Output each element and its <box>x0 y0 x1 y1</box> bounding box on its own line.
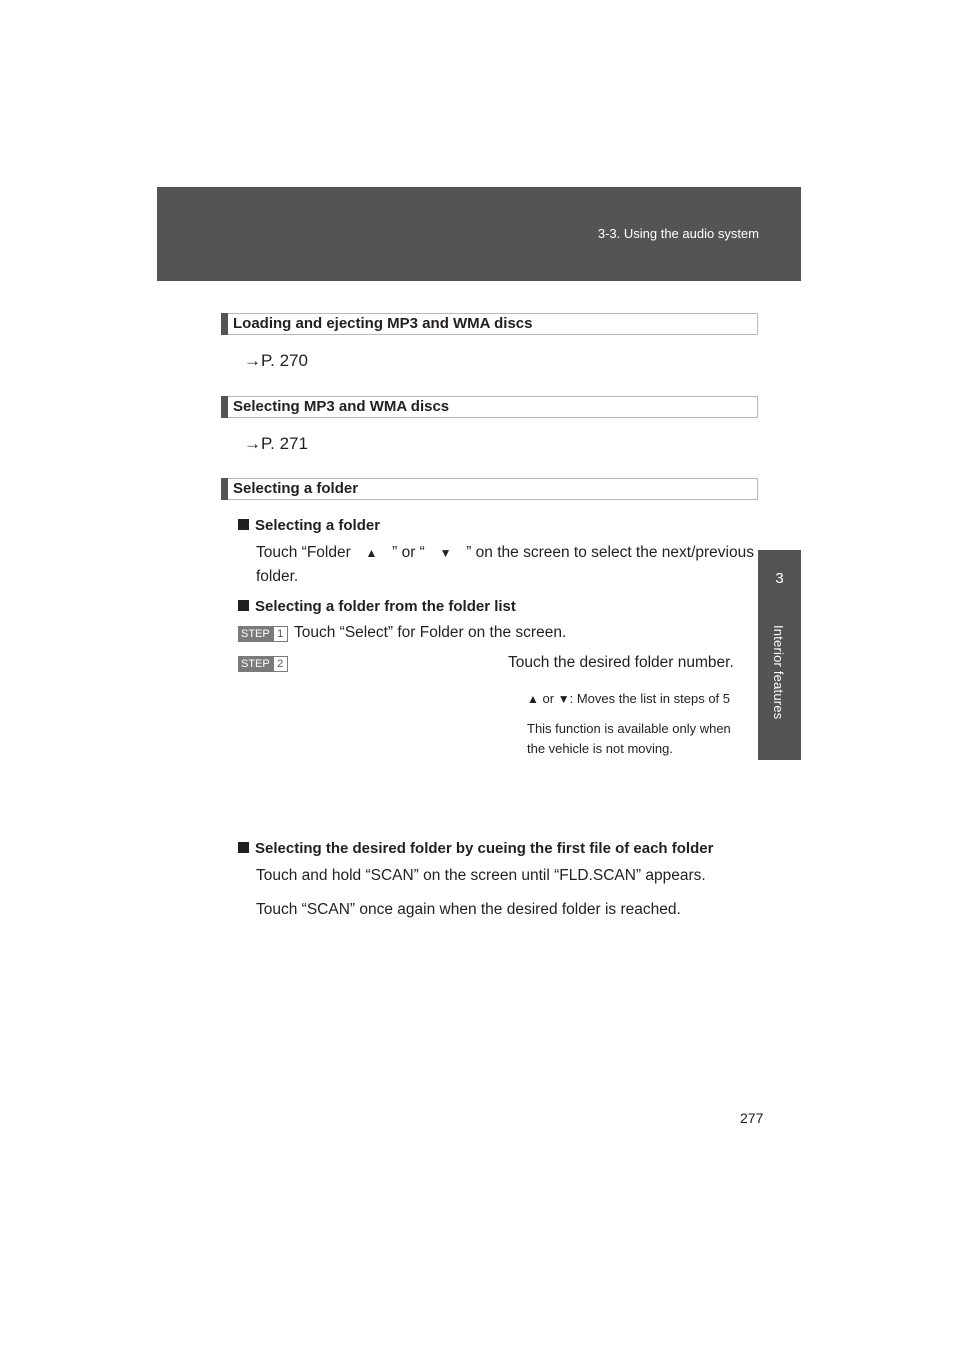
heading-bar <box>221 396 228 418</box>
page-reference[interactable]: →P. 270 <box>244 351 308 370</box>
chapter-title: Interior features <box>771 625 786 720</box>
step-number: 2 <box>273 656 288 672</box>
list-scroll-note <box>527 691 730 706</box>
text-or: ” or “ <box>392 544 425 561</box>
chapter-tab <box>758 550 801 760</box>
triangle-up-icon: ▲ <box>365 546 378 560</box>
text-folder: folder. <box>256 568 299 585</box>
text-on-screen: ” on the screen to select the next/previous <box>466 544 754 561</box>
paragraph-scan-hold: Touch and hold “SCAN” on the screen until “FLD.SCAN” appears. <box>256 867 706 884</box>
subheading-cueing <box>238 840 713 857</box>
heading-selecting-discs <box>221 396 758 418</box>
square-bullet-icon <box>238 600 249 611</box>
heading-bar <box>221 313 228 335</box>
step-1-text: Touch “Select” for Folder on the screen. <box>294 624 567 641</box>
subheading-text: Selecting a folder <box>255 517 381 534</box>
paragraph-selecting-folder <box>256 541 754 589</box>
triangle-down-icon: ▼ <box>557 692 570 706</box>
text-touch-folder: Touch “Folder <box>256 544 351 561</box>
subheading-text: Selecting a folder from the folder list <box>255 598 516 615</box>
availability-note-line-2: the vehicle is not moving. <box>527 741 673 756</box>
text-or: or <box>542 691 555 706</box>
subheading-text: Selecting the desired folder by cueing the first file of each folder <box>255 840 714 857</box>
step-1-badge <box>238 626 288 642</box>
triangle-down-icon: ▼ <box>439 546 452 560</box>
section-title: 3-3. Using the audio system <box>597 226 759 241</box>
page-number: 277 <box>740 1110 764 1126</box>
step-2-text: Touch the desired folder number. <box>508 654 734 671</box>
subheading-folder-list <box>238 598 516 615</box>
triangle-up-icon: ▲ <box>527 692 539 706</box>
heading-bar <box>221 478 228 500</box>
page-reference[interactable]: →P. 271 <box>244 434 308 453</box>
paragraph-scan-again: Touch “SCAN” once again when the desired folder is reached. <box>256 901 681 918</box>
subheading-selecting-folder <box>238 517 380 534</box>
text-moves-list: : Moves the list in steps of 5 <box>569 691 730 706</box>
paragraph-line <box>256 541 754 565</box>
availability-note-line-1: This function is available only when <box>527 721 731 736</box>
heading-selecting-folder <box>221 478 758 500</box>
heading-text: Selecting MP3 and WMA discs <box>233 398 450 415</box>
heading-text: Loading and ejecting MP3 and WMA discs <box>233 315 533 332</box>
step-number: 1 <box>273 626 288 642</box>
step-label: STEP <box>238 626 273 642</box>
header-band <box>157 187 801 281</box>
square-bullet-icon <box>238 842 249 853</box>
heading-loading-ejecting <box>221 313 758 335</box>
step-2-badge <box>238 656 288 672</box>
heading-text: Selecting a folder <box>233 480 359 497</box>
step-label: STEP <box>238 656 273 672</box>
square-bullet-icon <box>238 519 249 530</box>
chapter-number: 3 <box>775 570 784 587</box>
